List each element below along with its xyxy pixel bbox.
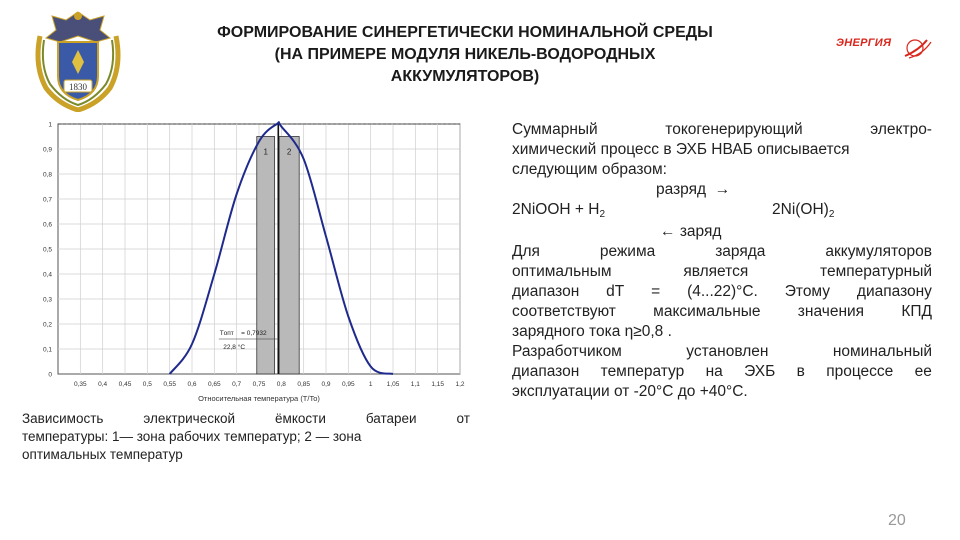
x-tick-label: 1,15 bbox=[431, 381, 444, 388]
capacity-temperature-chart bbox=[20, 112, 490, 412]
p2-line-5: зарядного тока η≥0,8 . bbox=[512, 323, 672, 340]
title-line-1: ФОРМИРОВАНИЕ СИНЕРГЕТИЧЕСКИ НОМИНАЛЬНОЙ СРЕДЫ bbox=[217, 24, 713, 41]
description-text bbox=[512, 120, 932, 402]
zone-label-2: 2 bbox=[286, 147, 292, 157]
p3-line-2: диапазон температур на ЭХБ в процессе ее bbox=[512, 363, 932, 380]
discharge-line bbox=[512, 180, 932, 200]
charge-line bbox=[512, 222, 932, 242]
title-line-3: АККУМУЛЯТОРОВ) bbox=[390, 68, 540, 85]
y-tick-label: 0,7 bbox=[42, 196, 52, 204]
x-tick-label: 1,05 bbox=[386, 381, 400, 388]
x-tick-label: 0,7 bbox=[232, 381, 242, 388]
p2-line-4: соответствуют максимальные значения КПД bbox=[512, 303, 932, 320]
y-tick-label: 0,5 bbox=[42, 246, 52, 254]
y-tick-label: 0,4 bbox=[42, 271, 52, 279]
y-tick-label: 0,8 bbox=[42, 171, 52, 179]
product: $2Ni(OH)_2$ bbox=[772, 201, 835, 220]
p2-line-2: оптимальным является температурный bbox=[512, 263, 932, 280]
university-crest-logo bbox=[28, 6, 128, 112]
arrow-left-icon: ← bbox=[660, 223, 676, 240]
p1-line-3: следующим образом: bbox=[512, 161, 667, 178]
x-tick-label: 0,65 bbox=[208, 381, 221, 388]
x-tick-label: 0,45 bbox=[118, 381, 132, 388]
title-line-2: (НА ПРИМЕРЕ МОДУЛЯ НИКЕЛЬ-ВОДОРОДНЫХ bbox=[274, 46, 656, 63]
chart-caption bbox=[22, 410, 470, 464]
x-tick-label: 1 bbox=[368, 381, 373, 388]
x-axis-label: Относительная температура (T/To) bbox=[198, 394, 320, 403]
optimum-temperature: 22,8 °C bbox=[223, 344, 246, 351]
x-tick-label: 0,4 bbox=[98, 381, 108, 388]
p3-line-1: Разработчиком установлен номинальный bbox=[512, 343, 932, 360]
x-tick-label: 0,75 bbox=[252, 381, 266, 388]
charge-label: заряд bbox=[679, 223, 722, 240]
x-tick-label: 0,6 bbox=[187, 381, 197, 388]
page-number: 20 bbox=[888, 512, 906, 529]
optimum-label: Tопт bbox=[219, 330, 234, 337]
p3-line-3: эксплуатации от -20°С до +40°С. bbox=[512, 383, 748, 400]
x-tick-label: 1,1 bbox=[410, 381, 420, 388]
p1-line-1: Суммарный токогенерирующий электро- bbox=[512, 121, 932, 138]
y-tick-label: 0,2 bbox=[42, 321, 52, 329]
p2-line-3: диапазон dT = (4...22)°С. Этому диапазону bbox=[512, 283, 932, 300]
caption-line-3: оптимальных температур bbox=[22, 447, 183, 462]
zone-label-1: 1 bbox=[263, 147, 268, 157]
x-tick-label: 0,35 bbox=[74, 381, 87, 388]
brand-name: ЭНЕРГИЯ bbox=[836, 37, 892, 49]
discharge-label: разряд bbox=[656, 181, 707, 198]
y-tick-label: 0,9 bbox=[42, 146, 52, 154]
y-tick-label: 0,6 bbox=[42, 221, 52, 229]
reaction-line bbox=[512, 200, 932, 222]
y-tick-label: 1 bbox=[48, 121, 52, 129]
slide-title bbox=[150, 22, 780, 88]
p2-line-1: Для режима заряда аккумуляторов bbox=[512, 243, 932, 260]
p1-line-2: химический процесс в ЭХБ НВАБ описывается bbox=[512, 141, 850, 158]
x-tick-label: 0,85 bbox=[297, 381, 310, 388]
x-tick-label: 0,9 bbox=[321, 381, 331, 388]
x-tick-label: 1,2 bbox=[455, 381, 465, 388]
y-tick-label: 0 bbox=[48, 371, 52, 379]
optimum-value: = 0,7932 bbox=[241, 330, 267, 337]
caption-line-2: температуры: 1— зона рабочих температур; 2 — зона bbox=[22, 429, 362, 444]
zone-2 bbox=[279, 137, 299, 375]
caption-line-1: Зависимость электрической ёмкости батареи от bbox=[22, 411, 470, 426]
zone-1 bbox=[257, 137, 275, 375]
reactant: 2NiOOH + $H_2$ bbox=[512, 201, 605, 220]
logo-year: 1830 bbox=[69, 82, 87, 92]
x-tick-label: 0,55 bbox=[163, 381, 176, 388]
x-tick-label: 0,8 bbox=[276, 381, 286, 388]
arrow-right-icon: → bbox=[714, 181, 731, 198]
y-tick-label: 0,3 bbox=[42, 296, 52, 304]
x-tick-label: 0,5 bbox=[142, 381, 152, 388]
y-tick-label: 0,1 bbox=[42, 346, 52, 354]
x-tick-label: 0,95 bbox=[342, 381, 355, 388]
